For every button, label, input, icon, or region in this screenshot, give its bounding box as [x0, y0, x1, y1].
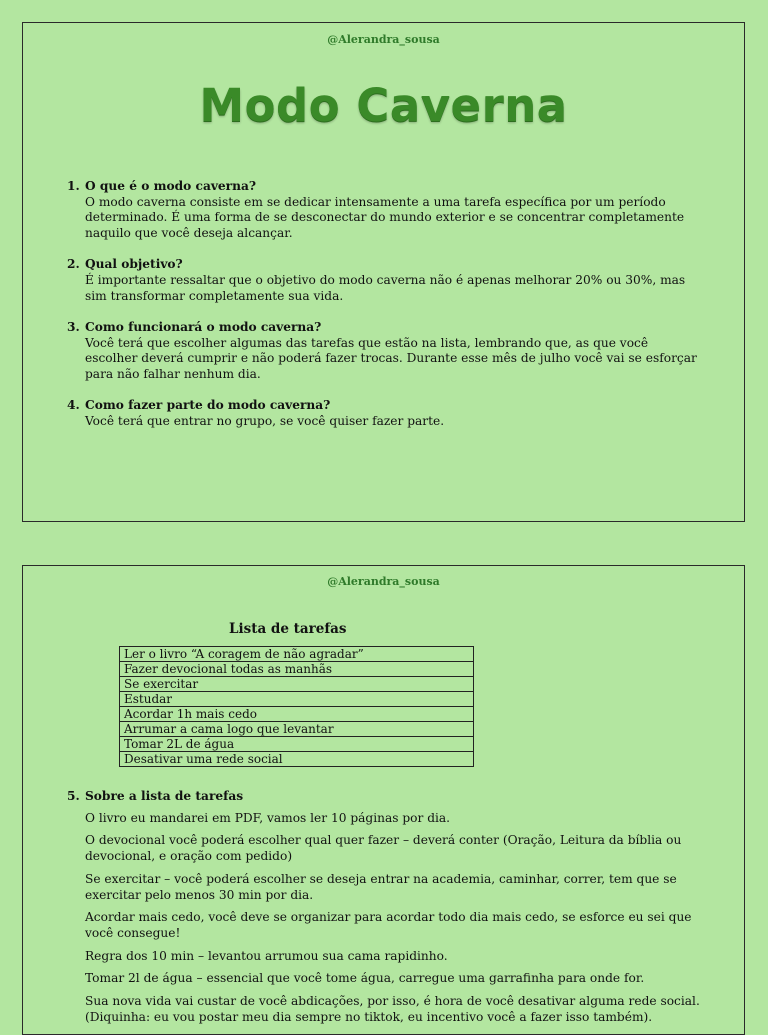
question-body: Você terá que escolher algumas das tarefas que estão na lista, lembrando que, as que você escolher deverá cumprir e não poderá fazer trocas. Durante esse mês de julho você vai se esforçar para não falhar nenhum dia. [85, 335, 697, 382]
item-number: 1. [67, 179, 80, 193]
section-heading [63, 789, 703, 805]
author-handle: @Alerandra_sousa [327, 33, 440, 46]
task-cell: Arrumar a cama logo que levantar [120, 722, 474, 737]
note-paragraph: O devocional você poderá escolher qual quer fazer – deverá conter (Oração, Leitura da bíblia ou devocional, e oração com pedido) [85, 833, 682, 864]
table-row [120, 677, 474, 692]
question-body: Você terá que entrar no grupo, se você quiser fazer parte. [85, 413, 445, 428]
note-paragraph: Sua nova vida vai custar de você abdicações, por isso, é hora de você desativar alguma rede social. (Diquinha: eu vou postar meu dia sempre no tiktok, eu incentivo você a fazer isso também). [85, 994, 700, 1024]
item-number: 5. [67, 789, 80, 803]
question-heading: Qual objetivo? [85, 257, 183, 272]
task-cell: Se exercitar [120, 677, 474, 692]
note-paragraph: Acordar mais cedo, você deve se organizar para acordar todo dia mais cedo, se esforce eu sei que você consegue! [85, 910, 692, 940]
note-paragraph: Tomar 2l de água – essencial que você tome água, carregue uma garrafinha para onde for. [85, 971, 645, 986]
question-list [63, 179, 703, 445]
task-cell: Desativar uma rede social [120, 752, 474, 767]
item-number: 4. [67, 398, 80, 413]
table-row [120, 752, 474, 767]
table-row [120, 707, 474, 722]
table-row [120, 692, 474, 707]
note-paragraph: Se exercitar – você poderá escolher se deseja entrar na academia, caminhar, correr, tem que se exercitar pelo menos 30 min por dia. [85, 871, 677, 902]
document-page-1 [22, 22, 745, 522]
list-item [63, 320, 703, 383]
task-notes-section [63, 789, 703, 1032]
item-number: 2. [67, 257, 80, 272]
table-row [120, 662, 474, 677]
question-heading: O que é o modo caverna? [85, 179, 256, 193]
note-paragraph: Regra dos 10 min – levantou arrumou sua cama rapidinho. [85, 948, 448, 963]
page-title: Modo Caverna [199, 79, 568, 132]
question-body: É importante ressaltar que o objetivo do modo caverna não é apenas melhorar 20% ou 30%, mas sim transformar completamente sua vida. [85, 273, 686, 303]
list-item [63, 257, 703, 304]
task-cell: Fazer devocional todas as manhãs [120, 662, 474, 677]
item-number: 3. [67, 319, 80, 334]
question-body: O modo caverna consiste em se dedicar intensamente a uma tarefa específica por um período determinado. É uma forma de se desconectar do mundo exterior e se concentrar completamente naquilo que você deseja alcançar. [85, 194, 685, 241]
task-cell: Tomar 2L de água [120, 737, 474, 752]
task-cell: Estudar [120, 692, 474, 707]
table-row [120, 722, 474, 737]
task-list-title: Lista de tarefas [229, 621, 347, 637]
task-cell: Ler o livro “A coragem de não agradar” [120, 647, 474, 662]
table-row [120, 737, 474, 752]
question-heading: Como funcionará o modo caverna? [85, 319, 322, 334]
task-table [119, 646, 474, 767]
list-item [63, 179, 703, 242]
question-heading: Como fazer parte do modo caverna? [85, 398, 331, 413]
section-heading-text: Sobre a lista de tarefas [85, 789, 244, 803]
author-handle: @Alerandra_sousa [327, 575, 440, 588]
table-row [120, 647, 474, 662]
list-item [63, 398, 703, 429]
document-page-2 [22, 565, 745, 1035]
task-cell: Acordar 1h mais cedo [120, 707, 474, 722]
note-paragraph: O livro eu mandarei em PDF, vamos ler 10 páginas por dia. [85, 810, 451, 825]
